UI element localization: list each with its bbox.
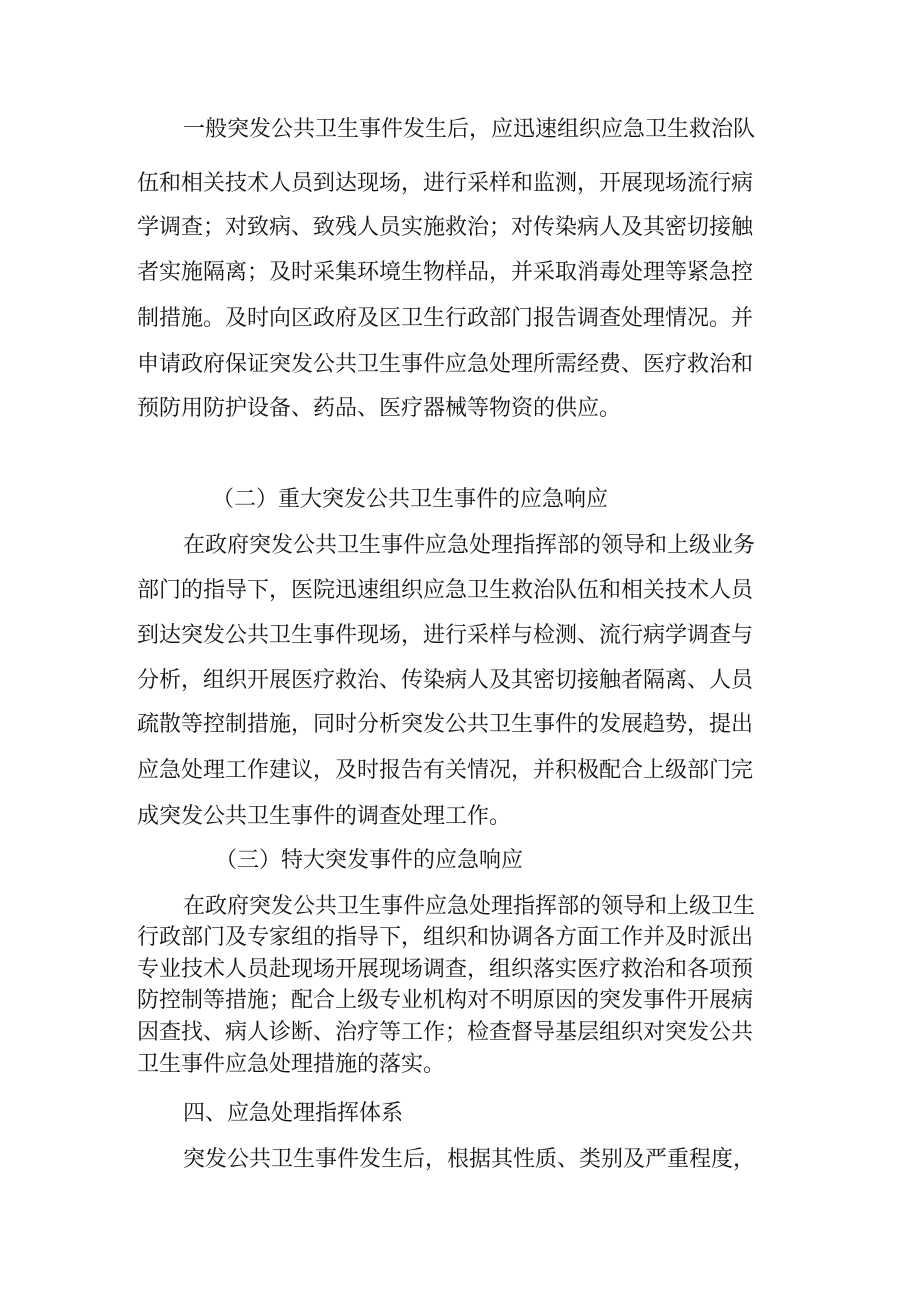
paragraph-line: 者实施隔离；及时采集环境生物样品，并采取消毒处理等紧急控 [137, 260, 754, 285]
paragraph-line: 行政部门及专家组的指导下，组织和协调各方面工作并及时派出 [137, 925, 754, 950]
paragraph-line: 防控制等措施；配合上级专业机构对不明原因的突发事件开展病 [137, 988, 754, 1013]
paragraph-line: 预防用防护设备、药品、医疗器械等物资的供应。 [137, 396, 622, 421]
paragraph-line: 制措施。及时向区政府及区卫生行政部门报告调查处理情况。并 [137, 306, 754, 331]
paragraph-line: 专业技术人员赴现场开展现场调查，组织落实医疗救治和各项预 [137, 957, 754, 982]
paragraph-line: 部门的指导下，医院迅速组织应急卫生救治队伍和相关技术人员 [137, 578, 754, 603]
paragraph-line: 成突发公共卫生事件的调查处理工作。 [137, 804, 512, 829]
section-heading: （二）重大突发公共卫生事件的应急响应 [212, 487, 609, 512]
paragraph-line: 在政府突发公共卫生事件应急处理指挥部的领导和上级卫生 [183, 894, 756, 919]
paragraph-line: 伍和相关技术人员到达现场，进行采样和监测，开展现场流行病 [137, 171, 754, 196]
paragraph-line: 申请政府保证突发公共卫生事件应急处理所需经费、医疗救治和 [137, 352, 754, 377]
paragraph-line: 一般突发公共卫生事件发生后，应迅速组织应急卫生救治队 [183, 117, 756, 142]
paragraph-line: 卫生事件应急处理措施的落实。 [137, 1052, 446, 1077]
paragraph-line: 在政府突发公共卫生事件应急处理指挥部的领导和上级业务 [183, 533, 756, 558]
section-heading: （三）特大突发事件的应急响应 [215, 848, 524, 873]
paragraph-line: 分析，组织开展医疗救治、传染病人及其密切接触者隔离、人员 [137, 668, 754, 693]
paragraph-line: 到达突发公共卫生事件现场，进行采样与检测、流行病学调查与 [137, 623, 754, 648]
paragraph-line: 应急处理工作建议，及时报告有关情况，并积极配合上级部门完 [137, 758, 754, 783]
paragraph-line: 因查找、病人诊断、治疗等工作；检查督导基层组织对突发公共 [137, 1020, 754, 1045]
section-heading: 四、应急处理指挥体系 [183, 1101, 404, 1126]
paragraph-line: 疏散等控制措施，同时分析突发公共卫生事件的发展趋势，提出 [137, 712, 754, 737]
paragraph-line: 学调查；对致病、致残人员实施救治；对传染病人及其密切接触 [137, 215, 754, 240]
paragraph-line: 突发公共卫生事件发生后，根据其性质、类别及严重程度， [183, 1147, 756, 1172]
